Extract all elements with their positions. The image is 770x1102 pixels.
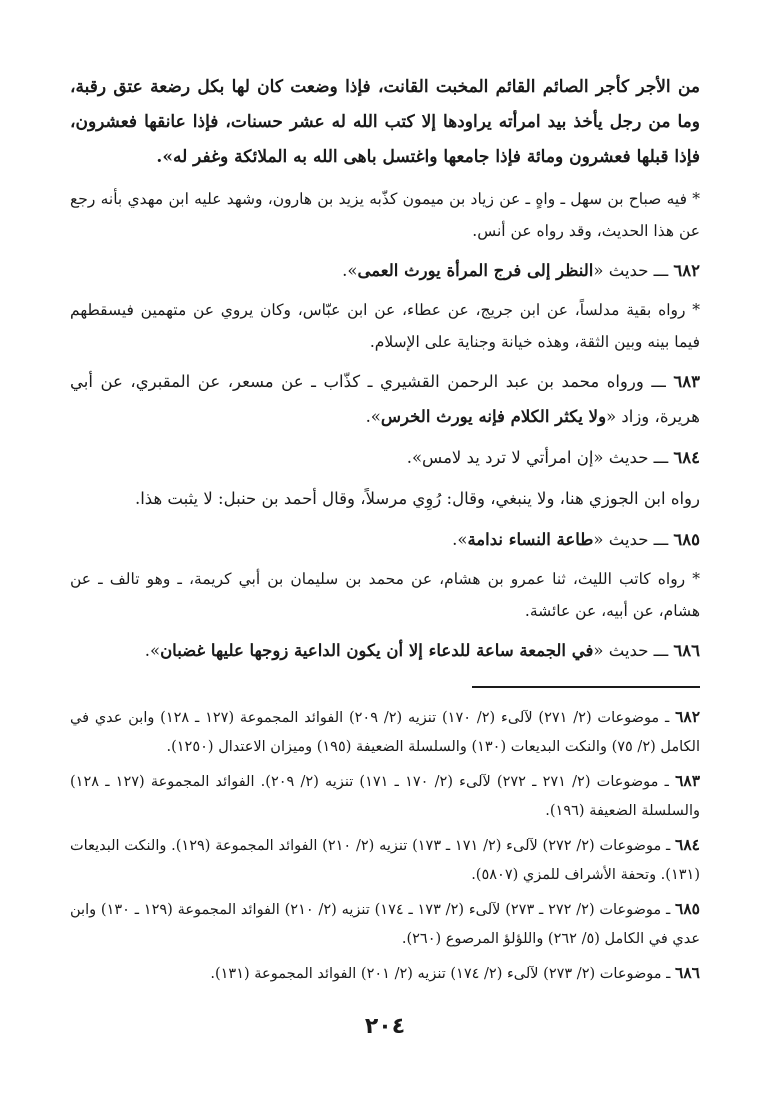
footnote bbox=[70, 702, 700, 762]
footnote-number: ٦٨٣ bbox=[675, 771, 701, 790]
page-body bbox=[70, 70, 700, 993]
continued-hadith-text: من الأجر كأجر الصائم القائم المخبت القانت، فإذا وضعت كان لها بكل رضعة عتق رقبة، وما من رجل يأخذ بيد امرأته يراودها إلا كتب الله له عشر حسنات، فإذا عانقها فعشرون، فإذا قبلها فعشرون ومائة فإذا جامعها واغتسل باهى الله به الملائكة وغفر له». bbox=[70, 77, 700, 167]
hadith-close: ». bbox=[144, 641, 161, 660]
footnote-text: ـ موضوعات (٢/ ٢٧١ ـ ٢٧٢) لآلىء (٢/ ١٧٠ ـ ١٧١) تنزيه (٢/ ٢٠٩). الفوائد المجموعة (١٢٧ ـ ١٢٨) والسلسلة الضعيفة (١٩٦). bbox=[70, 774, 700, 819]
hadith-number: ٦٨٥ bbox=[673, 530, 700, 549]
hadith-intro: ـــ ورواه محمد بن عبد الرحمن القشيري ـ كذّاب ـ عن مسعر، عن المقبري، عن أبي هريرة، وزاد « bbox=[70, 372, 700, 426]
footnote-text: ـ موضوعات (٢/ ٢٧١) لآلىء (٢/ ١٧٠) تنزيه (٢/ ٢٠٩) الفوائد المجموعة (١٢٧ ـ ١٢٨) وابن عدي في الكامل (٢/ ٧٥) والنكت البديعات (١٣٠) والسلسلة الضعيفة (١٩٥) وميزان الاعتدال (١٢٥٠). bbox=[70, 710, 700, 755]
hadith-entry bbox=[70, 440, 700, 516]
footnote-number: ٦٨٤ bbox=[675, 835, 701, 854]
hadith-text: النظر إلى فرج المرأة يورث العمى bbox=[357, 261, 594, 280]
hadith-commentary: * فيه صباح بن سهل ـ واهٍ ـ عن زياد بن ميمون كذّبه يزيد بن هارون، وشهد عليه ابن مهدي بأنه رجع عن هذا الحديث، وقد رواه عن أنس. bbox=[70, 190, 700, 240]
hadith-entry bbox=[70, 364, 700, 434]
hadith-line bbox=[70, 253, 700, 288]
footnote-text: ـ موضوعات (٢/ ٢٧٣) لآلىء (٢/ ١٧٤) تنزيه (٢/ ٢٠١) الفوائد المجموعة (١٣١). bbox=[210, 966, 676, 982]
footnote bbox=[70, 766, 700, 826]
footnotes bbox=[70, 702, 700, 989]
hadith-intro: ـــ حديث « bbox=[593, 641, 674, 660]
hadith-commentary: رواه ابن الجوزي هنا، ولا ينبغي، وقال: رُوِي مرسلاً، وقال أحمد بن حنبل: لا يثبت هذا. bbox=[134, 489, 700, 508]
footnote-number: ٦٨٦ bbox=[675, 963, 700, 982]
footnote bbox=[70, 894, 700, 954]
hadith-line bbox=[70, 364, 700, 434]
hadith-close: ». bbox=[342, 261, 358, 280]
hadith-commentary: * رواه بقية مدلساً، عن ابن جريج، عن عطاء، عن ابن عبّاس، وكان يروي عن متهمين فيسقطهم فيما بينه وبين الثقة، وهذه خيانة وجناية على الإسلام. bbox=[70, 301, 700, 351]
hadith-intro: ـــ حديث «إن امرأتي لا ترد يد لامس». bbox=[406, 448, 674, 467]
footnote bbox=[70, 830, 700, 890]
footnote bbox=[70, 958, 700, 989]
hadith-line bbox=[70, 633, 700, 668]
hadith-close: ». bbox=[452, 530, 468, 549]
hadith-text: في الجمعة ساعة للدعاء إلا أن يكون الداعية زوجها عليها غضبان bbox=[160, 641, 594, 660]
footnote-number: ٦٨٥ bbox=[675, 899, 701, 918]
footnote-number: ٦٨٢ bbox=[675, 707, 701, 726]
hadith-number: ٦٨٣ bbox=[673, 372, 700, 391]
footnote-text: ـ موضوعات (٢/ ٢٧٢) لآلىء (٢/ ١٧١ ـ ١٧٣) تنزيه (٢/ ٢١٠) الفوائد المجموعة (١٢٩). والنكت البديعات (١٣١). وتحفة الأشراف للمزي (٥٨٠٧). bbox=[70, 838, 700, 883]
page-number: ٢٠٤ bbox=[364, 1014, 406, 1039]
hadith-commentary: * رواه كاتب الليث، ثنا عمرو بن هشام، عن محمد بن سليمان بن أبي كريمة، ـ وهو تالف ـ عن هشام، عن أبيه، عن عائشة. bbox=[70, 570, 700, 620]
hadith-intro: ـــ حديث « bbox=[593, 261, 674, 280]
hadith-text: طاعة النساء ندامة bbox=[467, 530, 594, 549]
hadith-close: ». bbox=[365, 407, 381, 426]
hadith-entry bbox=[70, 633, 700, 668]
hadith-entry bbox=[70, 253, 700, 358]
hadith-entry bbox=[70, 522, 700, 627]
hadith-text: ولا يكثر الكلام فإنه يورث الخرس bbox=[380, 407, 607, 426]
hadith-number: ٦٨٤ bbox=[673, 448, 700, 467]
hadith-number: ٦٨٢ bbox=[673, 261, 700, 280]
footnote-text: ـ موضوعات (٢/ ٢٧٢ ـ ٢٧٣) لآلىء (٢/ ١٧٣ ـ ١٧٤) تنزيه (٢/ ٢١٠) الفوائد المجموعة (١٢٩ ـ ١٣٠) وابن عدي في الكامل (٥/ ٢٦٢) واللؤلؤ المرصوع (٢٦٠). bbox=[70, 902, 700, 947]
hadith-intro: ـــ حديث « bbox=[593, 530, 674, 549]
footnote-separator bbox=[472, 686, 700, 688]
hadith-line bbox=[70, 522, 700, 557]
hadith-line bbox=[70, 440, 700, 475]
hadith-number: ٦٨٦ bbox=[673, 641, 700, 660]
